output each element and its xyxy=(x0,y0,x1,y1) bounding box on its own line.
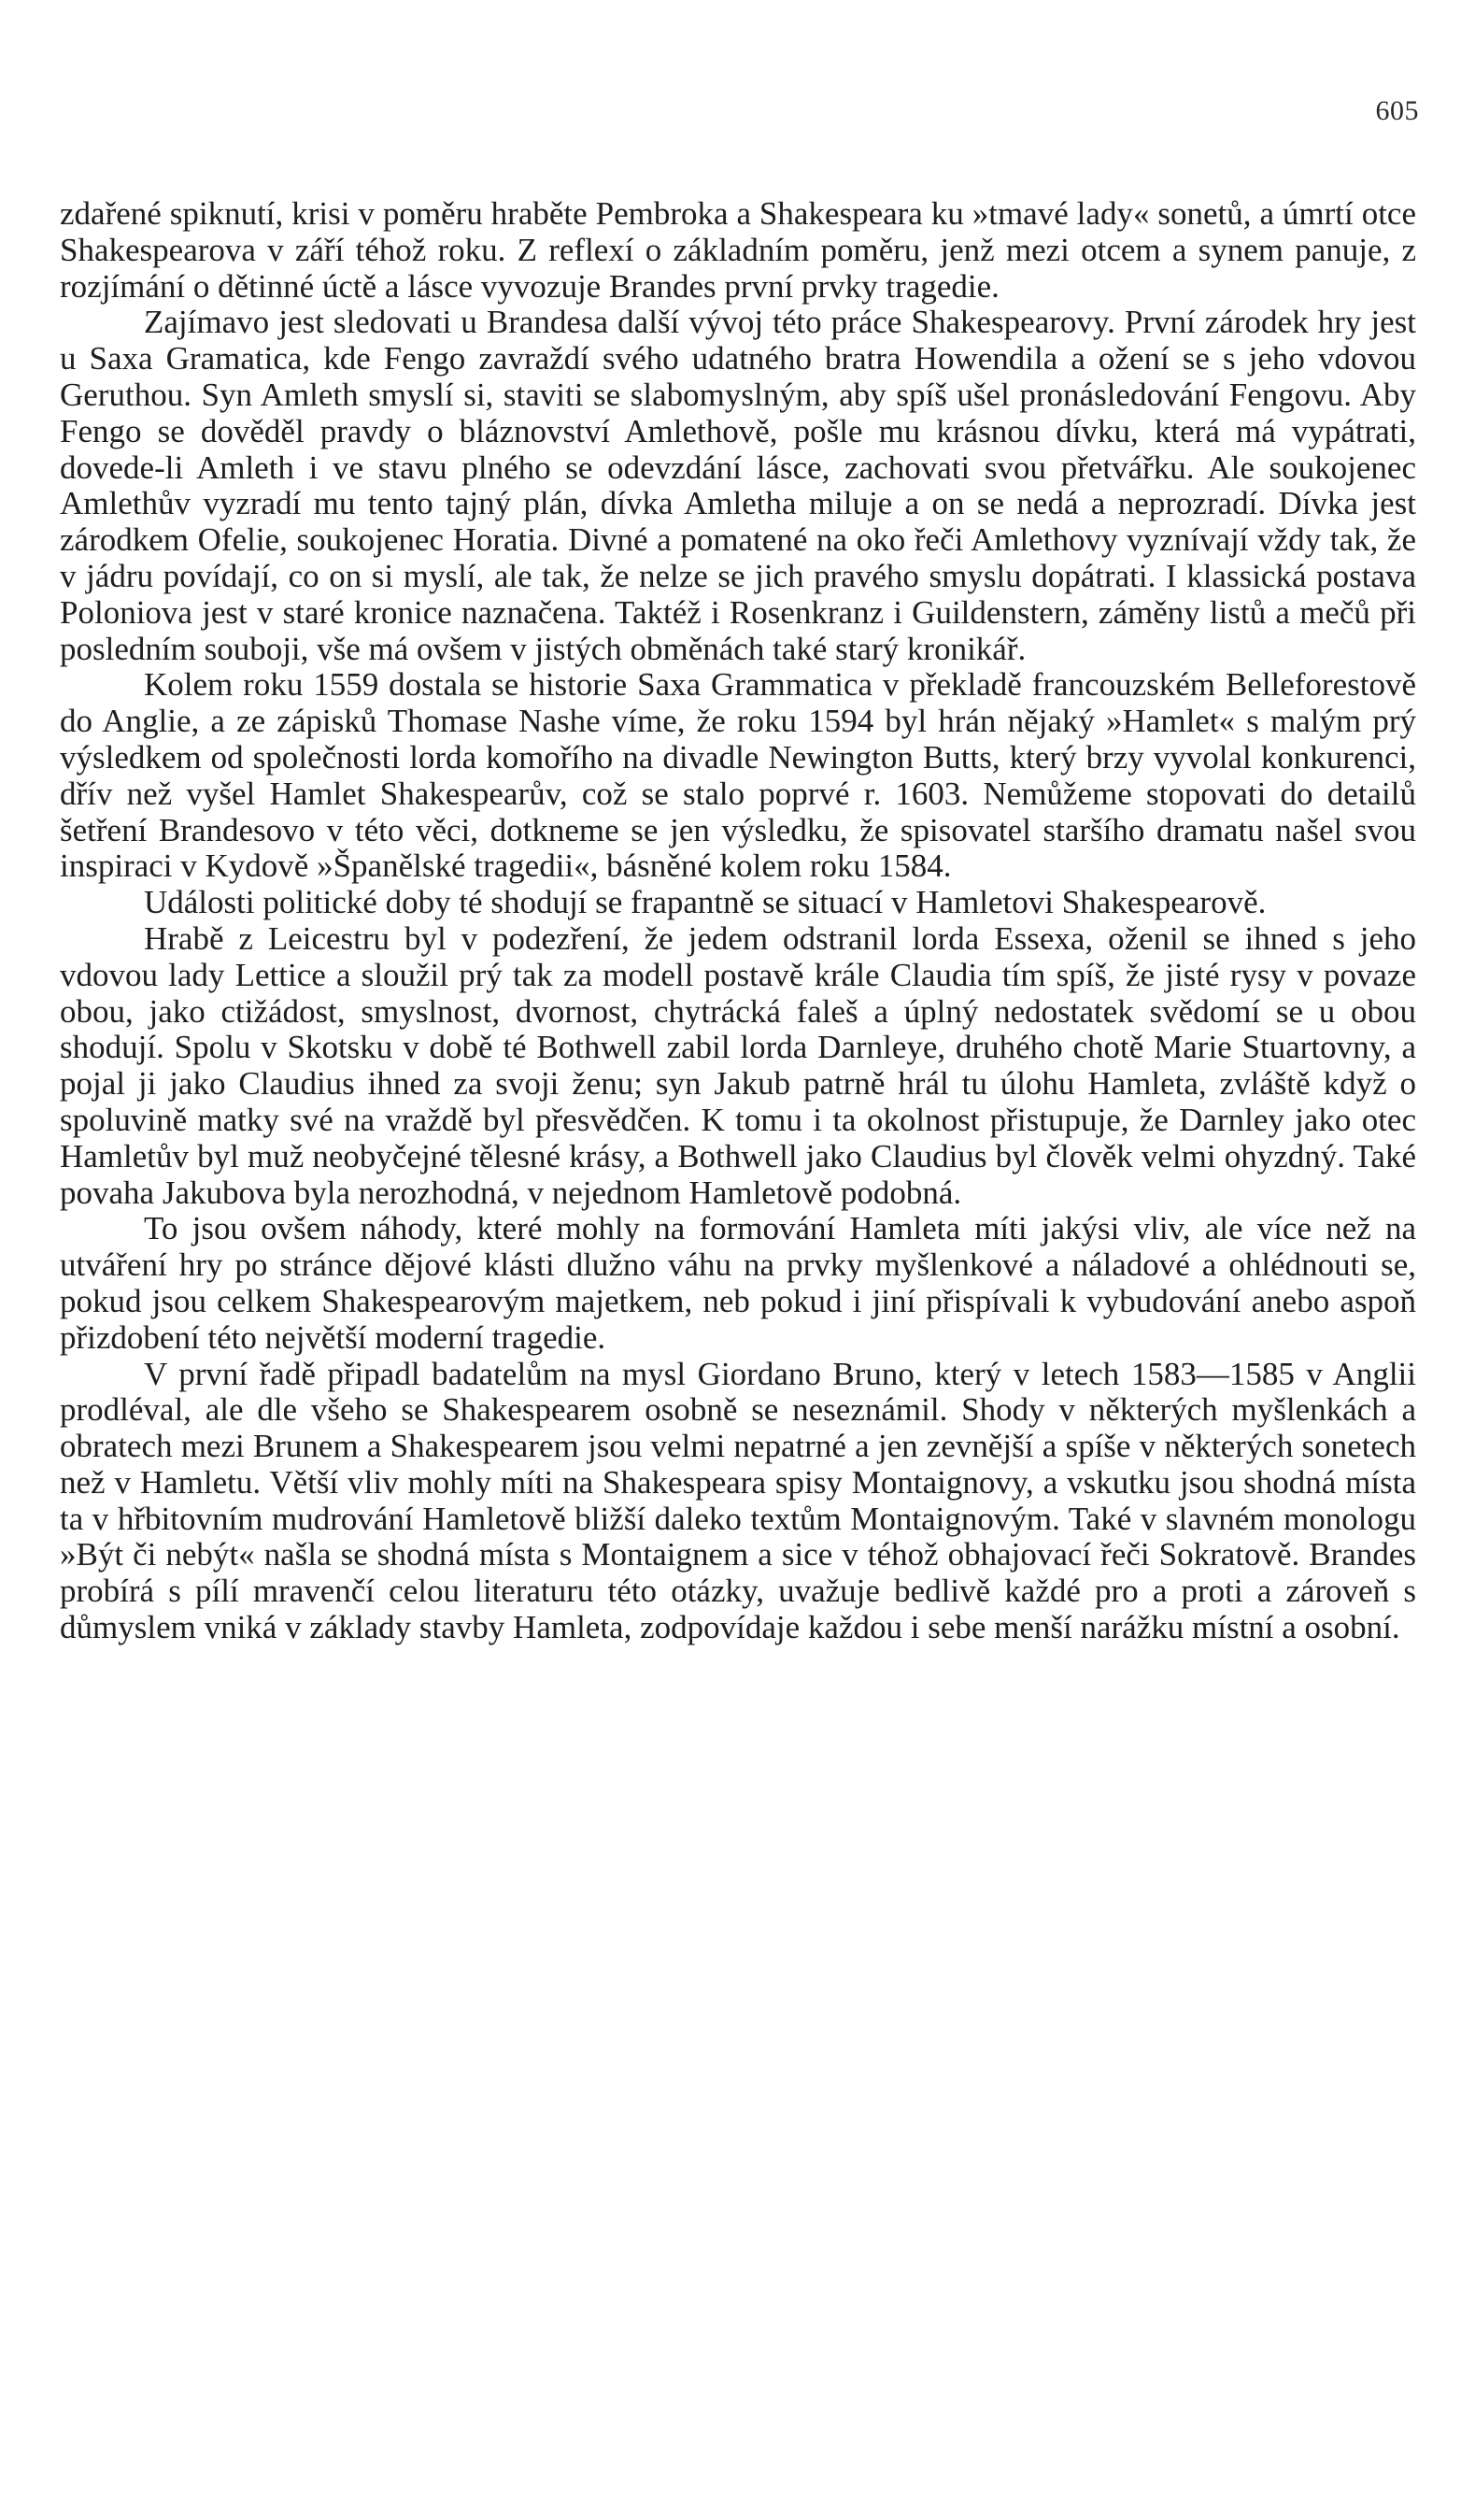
paragraph-4: Události politické doby té shodují se frapantně se situací v Hamletovi Shakespearově. xyxy=(144,884,1267,921)
paragraph-2: Zajímavo jest sledovati u Brandesa další vývoj této práce Shakespearovy. První zárodek hry jest u Saxa Gramatica, kde Fengo zavraždí svého udatného bratra Howendila a ožení se s jeho vdovou Geruthou. Syn Amleth smyslí si, staviti se slabomyslným, aby spíš ušel pronásledování Fengovu. Aby Fengo se dověděl pravdy o bláznovství Amlethově, pošle mu krásnou dívku, která má vypátrati, dovede-li Amleth i ve stavu plného se odevzdání lásce, zachovati svou přetvářku. Ale soukojenec Amlethův vyzradí mu tento tajný plán, dívka Amletha miluje a on se nedá a neprozradí. Dívka jest zárodkem Ofelie, soukojenec Horatia. Divné a pomatené na oko řeči Amlethovy vyznívají vždy tak, že v jádru povídají, co on si myslí, ale tak, že nelze se jich pravého smyslu dopátrati. I klassická postava Poloniova jest v staré kronice naznačena. Taktéž i Rosenkranz i Guildenstern, záměny listů a mečů při posledním souboji, vše má ovšem v jistých obměnách také starý kronikář. xyxy=(60,304,1416,667)
paragraph-7: V první řadě připadl badatelům na mysl Giordano Bruno, který v letech 1583—1585 v Anglii prodléval, ale dle všeho se Shakespearem osobně se neseznámil. Shody v některých myšlenkách a obratech mezi Brunem a Shakespearem jsou velmi nepatrné a jen zevnější a spíše v některých sonetech než v Hamletu. Větší vliv mohly míti na Shakespeara spisy Montaignovy, a vskutku jsou shodná místa ta v hřbitovním mudrování Hamletově bližší daleko textům Montaignovým. Také v slavném monologu »Být či nebýt« našla se shodná místa s Montaignem a sice v téhož obhajovací řeči Sokratově. Brandes probírá s pílí mravenčí celou literaturu této otázky, uvažuje bedlivě každé pro a proti a zároveň s důmyslem vniká v základy stavby Hamleta, zodpovídaje každou i sebe menší narážku místní a osobní. xyxy=(60,1355,1416,1646)
paragraph-5: Hrabě z Leicestru byl v podezření, že jedem odstranil lorda Essexa, oženil se ihned s jeho vdovou lady Lettice a sloužil prý tak za modell postavě krále Claudia tím spíš, že jisté rysy v povaze obou, jako ctižádost, smyslnost, dvornost, chytrácká faleš a úplný nedostatek svědomí se u obou shodují. Spolu v Skotsku v době té Bothwell zabil lorda Darnleye, druhého chotě Marie Stuartovny, a pojal ji jako Claudius ihned za svoji ženu; syn Jakub patrně hrál tu úlohu Hamleta, zvláště když o spoluvině matky své na vraždě byl přesvědčen. K tomu i ta okolnost přistupuje, že Darnley jako otec Hamletův byl muž neobyčejné tělesné krásy, a Bothwell jako Claudius byl člověk velmi ohyzdný. Také povaha Jakubova byla nerozhodná, v nejednom Hamletově podobná. xyxy=(60,919,1416,1211)
page-number: 605 xyxy=(1375,95,1419,126)
paragraph-3: Kolem roku 1559 dostala se historie Saxa Grammatica v překladě francouzském Belleforestově do Anglie, a ze zápisků Thomase Nashe víme, že roku 1594 byl hrán nějaký »Hamlet« s malým prý výsledkem od společnosti lorda komořího na divadle Newington Butts, který brzy vyvolal konkurenci, dřív než vyšel Hamlet Shakespearův, což se stalo poprvé r. 1603. Nemůžeme stopovati do detailů šetření Brandesovo v této věci, dotkneme se jen výsledku, že spisovatel staršího dramatu našel svou inspiraci v Kydově »Španělské tragedii«, básněné kolem roku 1584. xyxy=(60,666,1416,885)
body-text xyxy=(60,196,1416,1646)
paragraph-6: To jsou ovšem náhody, které mohly na formování Hamleta míti jakýsi vliv, ale více než na utváření hry po stránce dějové klásti dlužno váhu na prvky myšlenkové a náladové a ohlédnouti se, pokud jsou celkem Shakespearovým majetkem, neb pokud i jiní přispívali k vybudování anebo aspoň přizdobení této největší moderní tragedie. xyxy=(60,1210,1416,1356)
paragraph-1: zdařené spiknutí, krisi v poměru hraběte Pembroka a Shakespeara ku »tmavé lady« sonetů, a úmrtí otce Shakespearova v září téhož roku. Z reflexí o základním poměru, jenž mezi otcem a synem panuje, z rozjímání o dětinné úctě a lásce vyvozuje Brandes první prvky tragedie. xyxy=(60,195,1416,305)
